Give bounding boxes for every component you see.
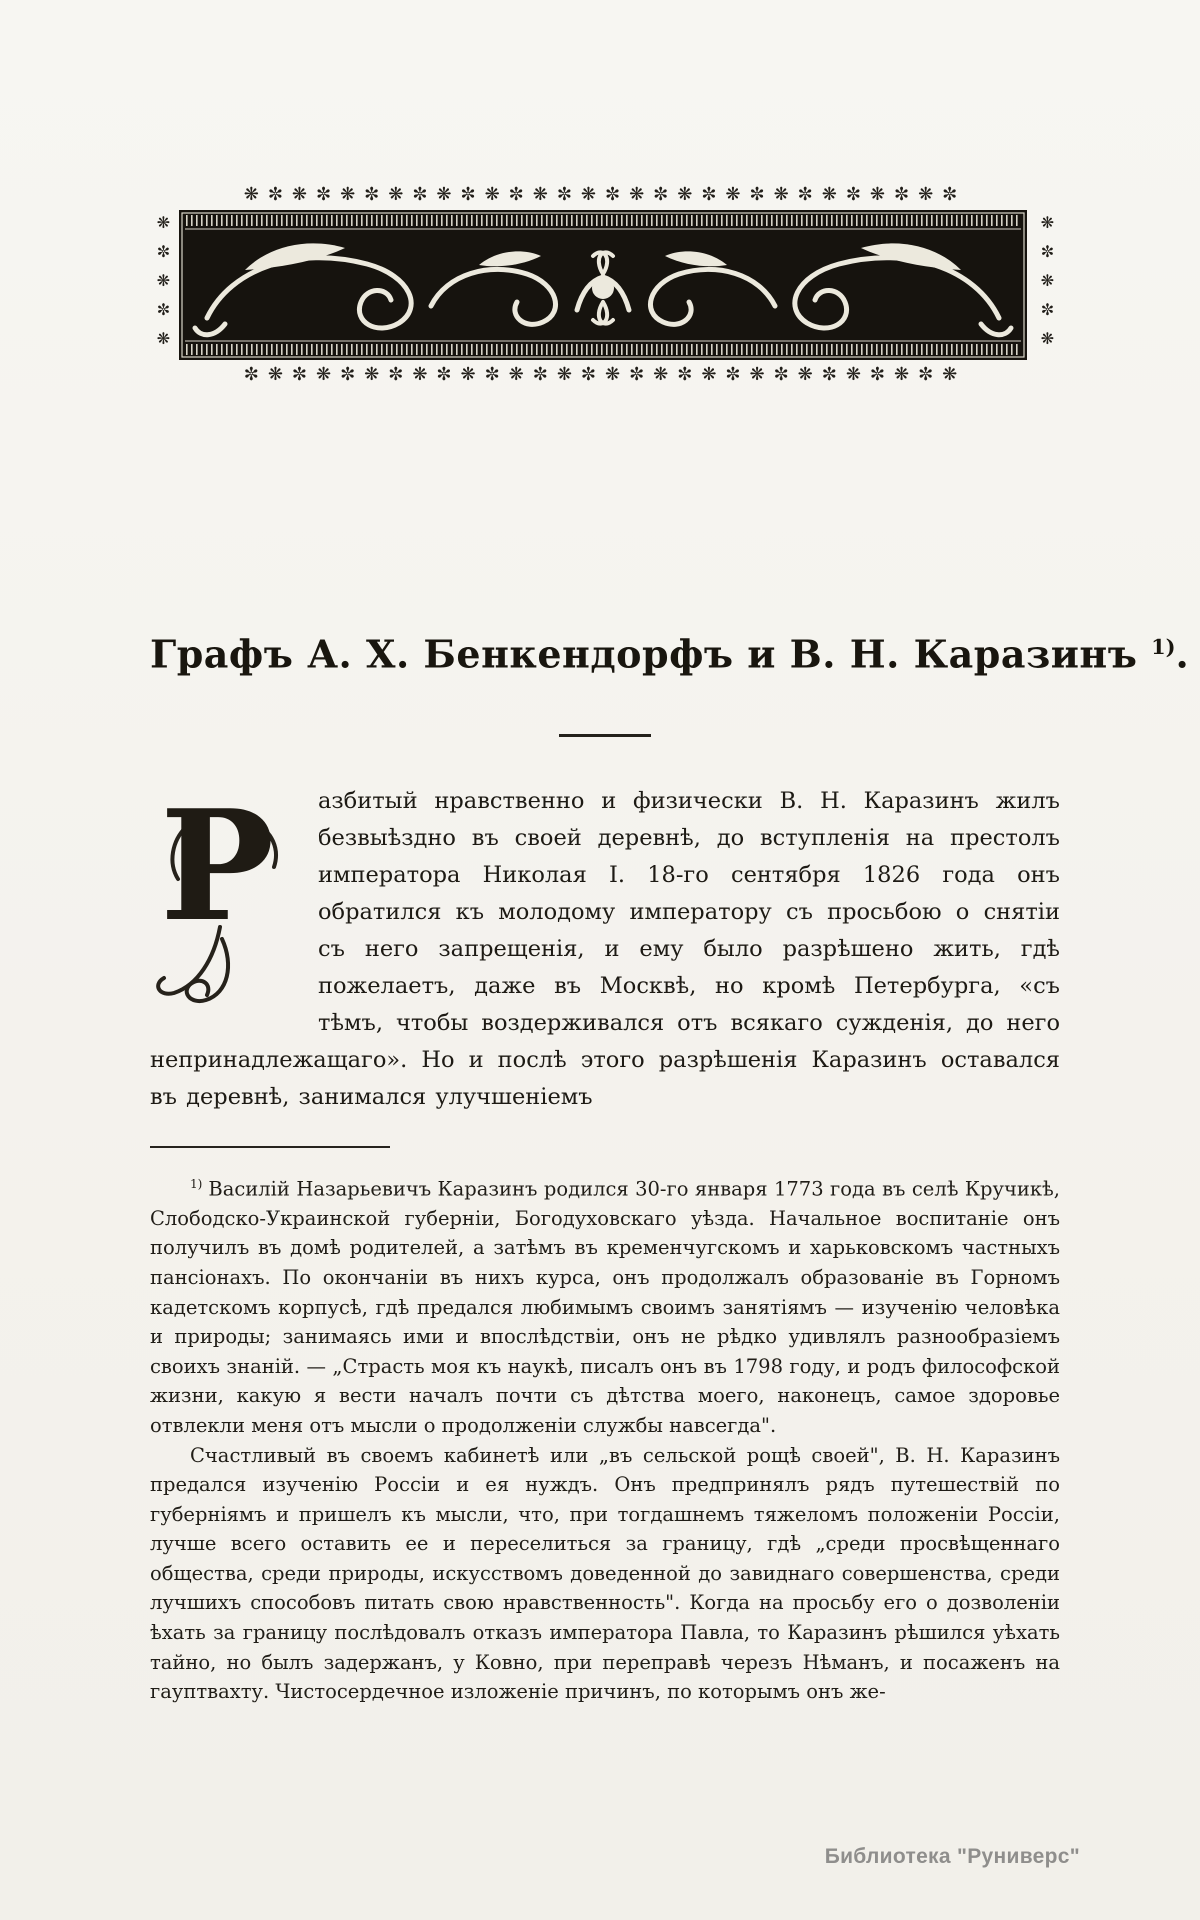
drop-cap-ornate-letter	[150, 787, 300, 1009]
footnote-divider	[150, 1146, 390, 1148]
ornament-border-bottom: ✼❋✼❋✼❋✼❋✼❋✼❋✼❋✼❋✼❋✼❋✼❋✼❋✼❋✼❋✼❋	[243, 364, 967, 385]
drop-cap	[150, 787, 300, 1009]
footnote-paragraph	[150, 1441, 1060, 1707]
page-content	[150, 182, 1190, 1707]
title-period: .	[1175, 631, 1190, 677]
title-footnote-ref: 1)	[1151, 634, 1176, 659]
opening-paragraph	[150, 783, 1060, 1116]
header-ornament	[150, 182, 1060, 388]
footnote-text-2: Счастливый въ своемъ кабинетѣ или „въ сельской рощѣ своей", В. Н. Каразинъ предался изученію Россіи и ея нуждъ. Онъ предпринялъ рядъ путешествій по губерніямъ и пришелъ къ мысли, что, при тогдашнемъ тяжеломъ положеніи Россіи, лучше всего оставить ее и переселиться за границу, гдѣ „среди просвѣщеннаго общества, среди природы, искусствомъ доведенной до завиднаго совершенства, среди лучшихъ способовъ питать свою нравственность". Когда на просьбу его о дозволеніи ѣхать за границу послѣдовалъ отказъ императора Павла, то Каразинъ рѣшился уѣхать тайно, но былъ задержанъ, у Ковно, при переправѣ черезъ Нѣманъ, и посаженъ на гауптвахту. Чистосердечное изложеніе причинъ, по которымъ онъ же-	[150, 1443, 1060, 1704]
title-divider	[559, 734, 651, 737]
page-title	[150, 624, 1190, 678]
floral-woodcut-panel	[179, 210, 1027, 360]
title-text: Графъ А. Х. Бенкендорфъ и В. Н. Каразинъ	[150, 631, 1138, 677]
footnote-paragraph	[150, 1170, 1060, 1441]
watermark: Библиотека "Руниверс"	[824, 1845, 1080, 1868]
ornament-border-left: ❋✼❋✼❋	[154, 212, 173, 358]
opening-paragraph-text: азбитый нравственно и физически В. Н. Каразинъ жилъ безвыѣздно въ своей деревнѣ, до вступленія на престолъ императора Николая I. 18-го сентября 1826 года онъ обратился къ молодому императору съ просьбою о снятіи съ него запрещенія, и ему было разрѣшено жить, гдѣ пожелаетъ, даже въ Москвѣ, но кромѣ Петербурга, «съ тѣмъ, чтобы воздерживался отъ всякаго сужденія, до него непринадлежащаго». Но и послѣ этого разрѣшенія Каразинъ оставался въ деревнѣ, занимался улучшеніемъ	[150, 787, 1060, 1110]
footnotes-section	[150, 1170, 1060, 1707]
ornament-panel	[179, 210, 1031, 360]
ornament-border-right: ❋✼❋✼❋	[1038, 212, 1057, 358]
ornament-border-top: ❋✼❋✼❋✼❋✼❋✼❋✼❋✼❋✼❋✼❋✼❋✼❋✼❋✼❋✼❋✼	[243, 184, 967, 205]
footnote-text-1: Василій Назарьевичъ Каразинъ родился 30-го января 1773 года въ селѣ Кручикѣ, Слободско-Украинской губерніи, Богодуховскаго уѣзда. Начальное воспитаніе онъ получилъ въ домѣ родителей, а затѣмъ въ кременчугскомъ и харьковскомъ частныхъ пансіонахъ. По окончаніи въ нихъ курса, онъ продолжалъ образованіе въ Горномъ кадетскомъ корпусѣ, гдѣ предался любимымъ своимъ занятіямъ — изученію человѣка и природы; занимаясь ими и впослѣдствіи, онъ не рѣдко удивлялъ разнообразіемъ своихъ знаній. — „Страсть моя къ наукѣ, писалъ онъ въ 1798 году, и родъ философской жизни, какую я вести началъ почти съ дѣтства моего, наконецъ, самое здоровье отвлекли меня отъ мысли о продолженіи службы навсегда".	[150, 1177, 1060, 1437]
footnote-marker: 1)	[190, 1176, 203, 1191]
drop-cap-letter: Р	[160, 786, 275, 955]
ornament-middle	[150, 210, 1060, 360]
